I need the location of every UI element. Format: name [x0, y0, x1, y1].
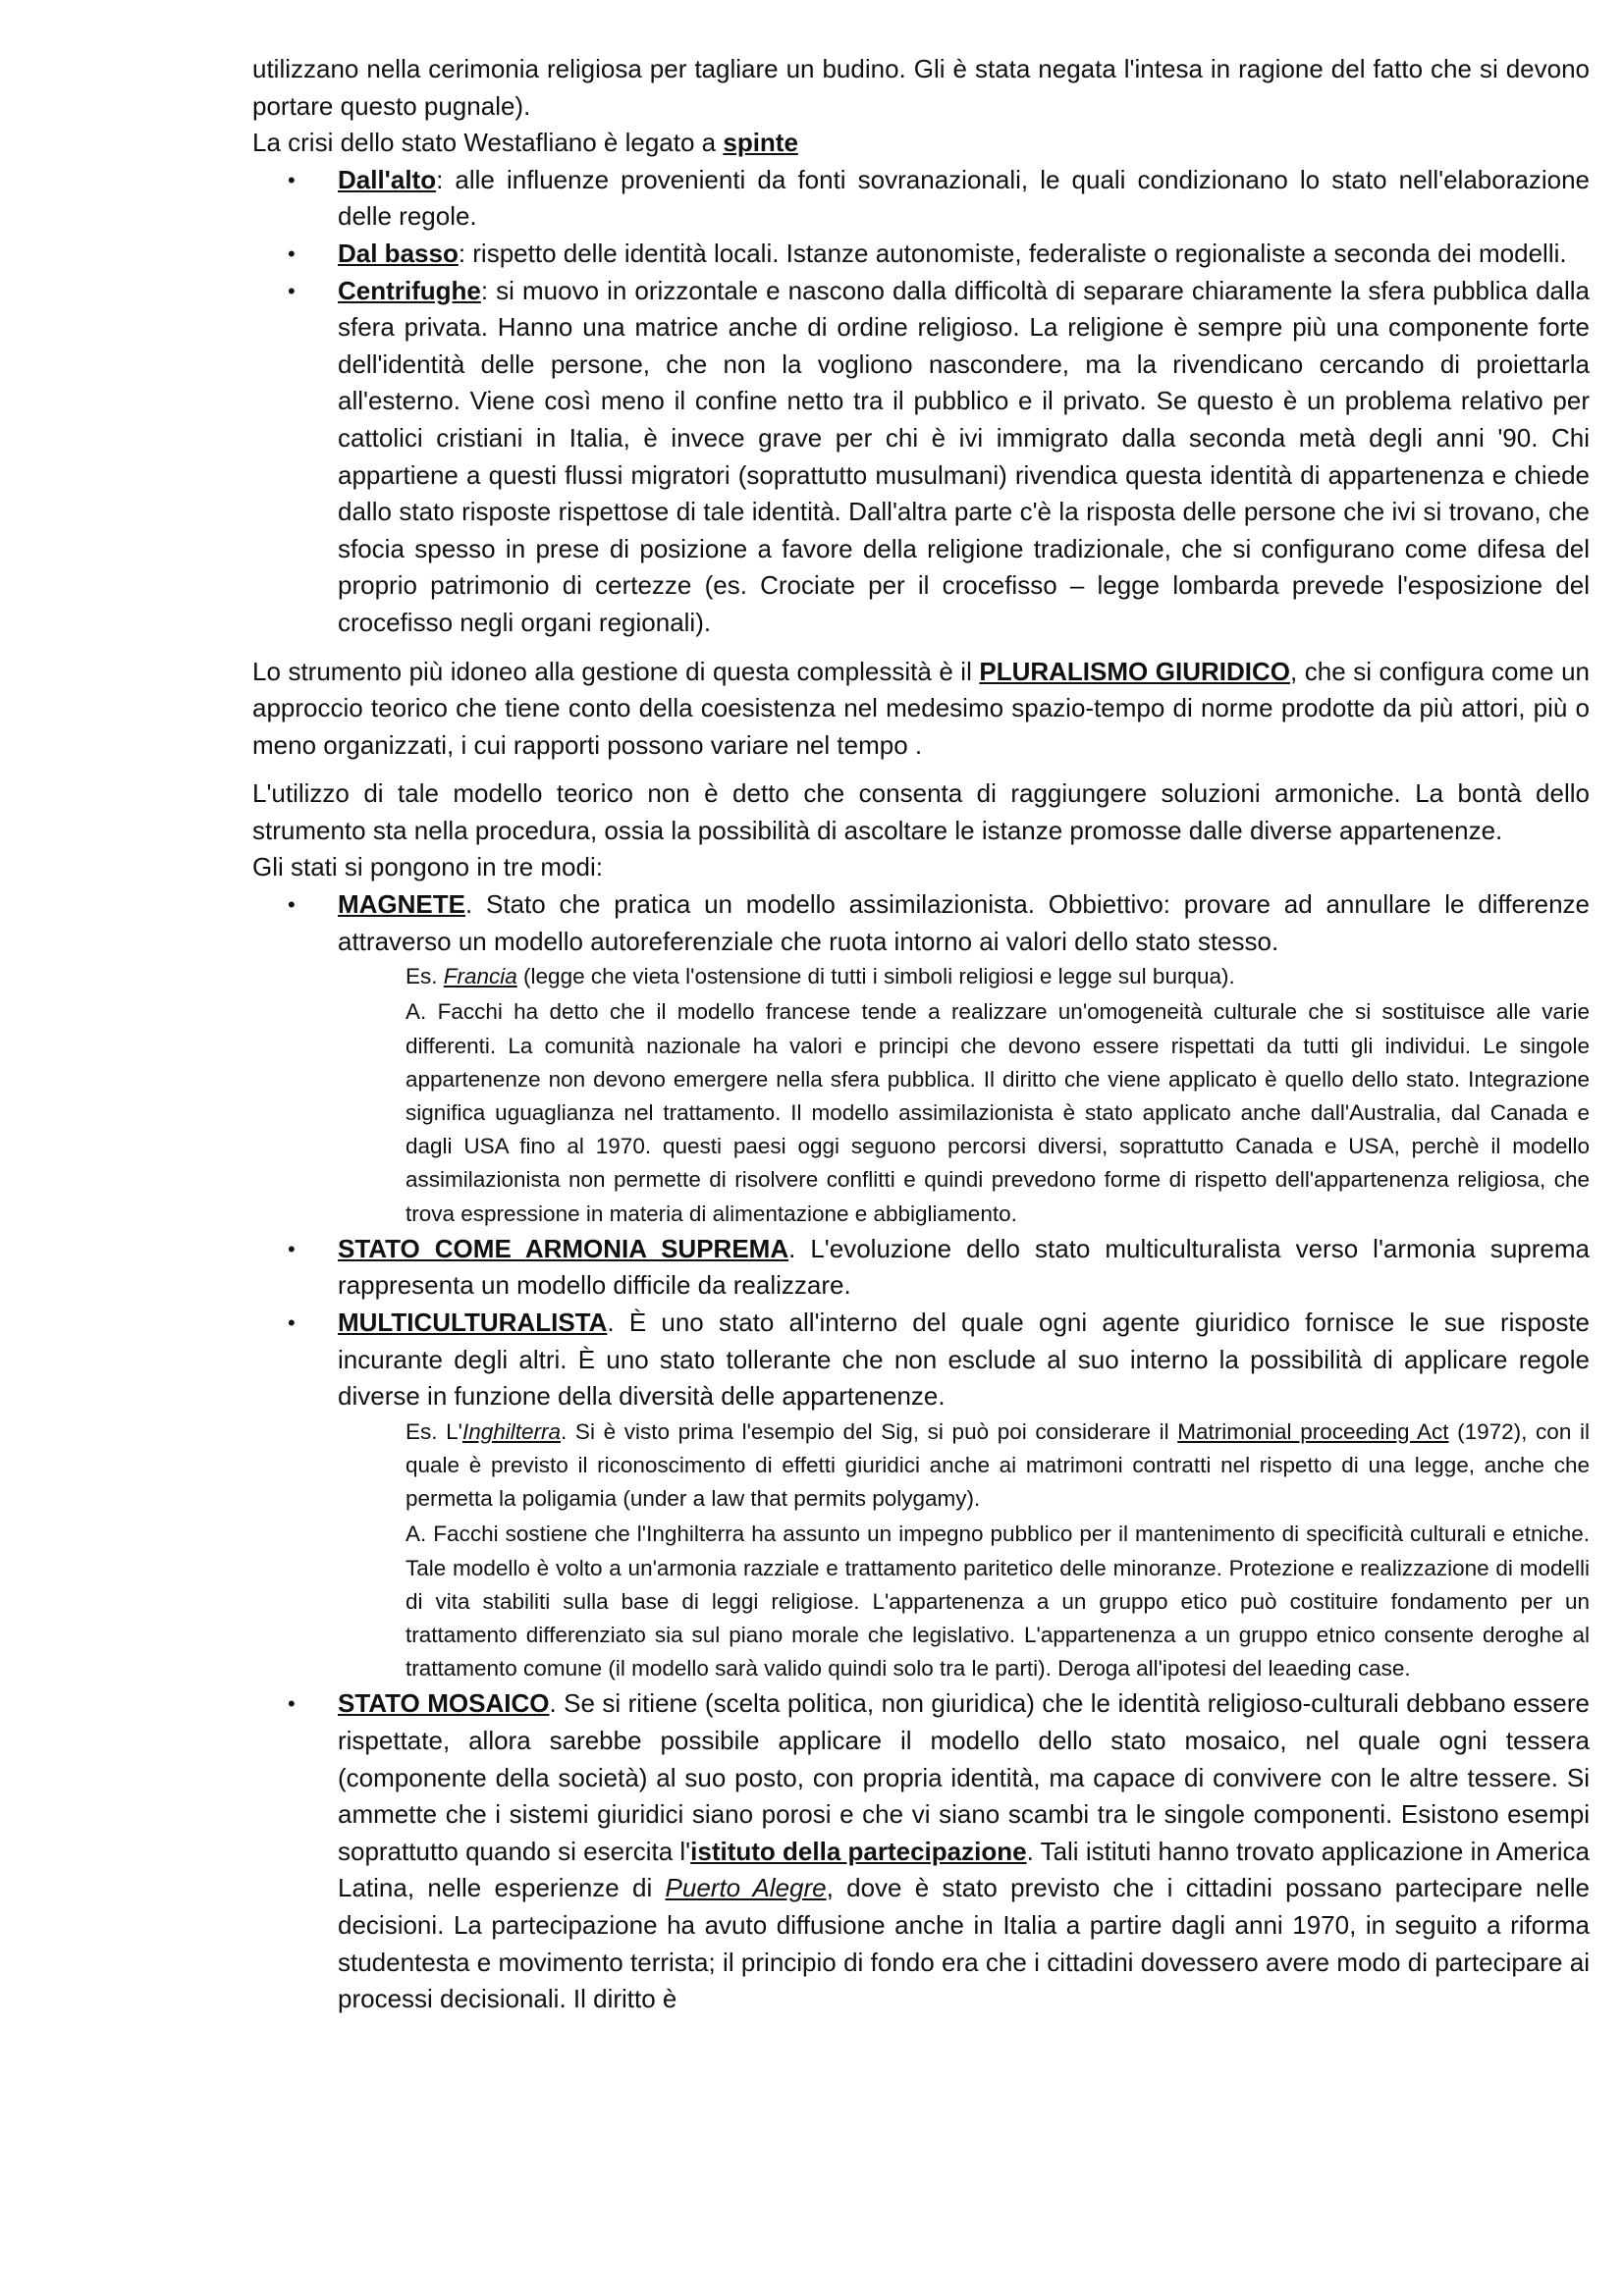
dal-basso-text: : rispetto delle identità locali. Istanze autonomiste, federaliste o regionaliste a seconda dei modelli. [458, 238, 1567, 268]
multi-text: . È uno stato all'interno del quale ogni agente giuridico fornisce le sue risposte incurante degli altri. È uno stato tollerante che non esclude al suo interno la possibilità di applicare regole diverse in funzione della diversità delle appartenenze. [338, 1308, 1590, 1412]
term-armonia-suprema: STATO COME ARMONIA SUPREMA [338, 1233, 789, 1263]
term-istituto-partecipazione: istituto della partecipazione [690, 1836, 1027, 1866]
pluralismo-suffix: , che si configura come un approccio teorico che tiene conto della coesistenza nel medesimo spazio-tempo di norme prodotte da più attori, più o meno organizzati, i cui rapporti possono variare nel tempo . [252, 656, 1590, 760]
dall-alto-text: : alle influenze provenienti da fonti sovranazionali, le quali condizionano lo stato nell'elaborazione delle regole. [338, 164, 1590, 232]
modi-list-3 [252, 1685, 1590, 2017]
modi-intro: Gli stati si pongono in tre modi: [252, 852, 603, 882]
mosaico-text-2: . Tali istituti hanno trovato applicazione in America Latina, nelle esperienze di [338, 1836, 1590, 1903]
modi-list [252, 886, 1590, 960]
term-inghilterra: Inghilterra [461, 1418, 562, 1444]
crisi-text: La crisi dello stato Westafliano è legato a [252, 128, 724, 158]
list-item-mosaico [252, 1685, 1590, 2017]
term-puerto-alegre: Puerto Alegre [665, 1873, 827, 1903]
magnete-facchi: A. Facchi ha detto che il modello francese tende a realizzare un'omogeneità culturale che si sostituisce alle varie differenti. La comunità nazionale ha valori e principi che devono essere rispettati da tutti gli individui. Le singole appartenenze non devono emergere nella sfera pubblica. Il diritto che viene applicato è quello dello stato. Integrazione significa uguaglianza nel trattamento. Il modello assimilazionista è stato applicato anche dall'Australia, dal Canada e dagli USA fino al 1970. questi paesi oggi seguono percorsi diversi, soprattutto Canada e USA, perchè il modello assimilazionista non permette di risolvere conflitti e quindi prevedono forme di rispetto dell'appartenenza religiosa, che trova espressione in materia di alimentazione e abbigliamento. [406, 999, 1590, 1226]
magnete-notes [252, 960, 1590, 1231]
list-item-magnete [252, 886, 1590, 960]
term-pluralismo-giuridico: PLURALISMO GIURIDICO [979, 656, 1291, 686]
document-page [252, 51, 1590, 2018]
term-francia: Francia [443, 964, 517, 989]
intro-paragraph: utilizzano nella cerimonia religiosa per tagliare un budino. Gli è stata negata l'intesa in ragione del fatto che si devono portare questo pugnale). [252, 54, 1590, 121]
term-multiculturalista: MULTICULTURALISTA [338, 1308, 608, 1338]
mosaico-text: . Se si ritiene (scelta politica, non giuridica) che le identità religioso-culturali debbano essere rispettate, allora sarebbe possibile applicare il modello dello stato mosaico, nel quale ogni tessera (componente della società) al suo posto, con propria identità, ma capace di convivere con le altre tessere. Si ammette che i sistemi giuridici siano porosi e che vi siano scambi tra le singole componenti. Esistono esempi soprattutto quando si esercita l' [338, 1688, 1590, 1866]
term-dall-alto: Dall'alto [338, 164, 437, 194]
list-item-centrifughe [252, 273, 1590, 642]
centrifughe-text: : si muovo in orizzontale e nascono dalla difficoltà di separare chiaramente la sfera pubblica dalla sfera privata. Hanno una matrice anche di ordine religioso. La religione è sempre più una componente forte dell'identità delle persone, che non la vogliono nascondere, ma la rivendicano cercando di proiettarla all'esterno. Viene così meno il confine netto tra il pubblico e il privato. Se questo è un problema relativo per cattolici cristiani in Italia, è invece grave per chi è ivi immigrato dalla seconda metà degli anni '90. Chi appartiene a questi flussi migratori (soprattutto musulmani) rivendica questa identità di appartenenza e chiede dallo stato risposte rispettose di tale identità. Dall'altra parte c'è la risposta delle persone che ivi si trovano, che sfocia spesso in prese di posizione a favore della religione tradizionale, che si configurano come difesa del proprio patrimonio di certezze (es. Crociate per il crocefisso – legge lombarda prevede l'esposizione del crocefisso negli organi regionali). [338, 275, 1590, 637]
list-item-multiculturalista [252, 1305, 1590, 1415]
multi-facchi: A. Facchi sostiene che l'Inghilterra ha assunto un impegno pubblico per il mantenimento di specificità culturali e etniche. Tale modello è volto a un'armonia razziale e trattamento paritetico delle minoranze. Protezione e realizzazione di modelli di vita stabiliti sulla base di leggi religiose. L'appartenenza a un gruppo etico può costituire fondamento per un trattamento differenziato sia sul piano morale che legislativo. L'appartenenza a un gruppo etnico consente deroghe al trattamento comune (il modello sarà valido quindi solo tra le parti). Deroga all'ipotesi del leaeding case. [406, 1522, 1590, 1682]
magnete-example [406, 960, 1590, 993]
multi-example [406, 1415, 1590, 1517]
modi-list-2 [252, 1231, 1590, 1415]
term-stato-mosaico: STATO MOSAICO [338, 1688, 550, 1719]
multi-notes [252, 1415, 1590, 1686]
list-item-dall-alto [252, 162, 1590, 236]
es-prefix: Es. L' [406, 1418, 462, 1444]
act-text: (1972), con il quale è previsto il riconoscimento di effetti giuridici anche ai matrimoni contratti nel rispetto di una legge, anche che permetta la poligamia (under a law that permits polygamy). [406, 1418, 1590, 1512]
term-spinte: spinte [723, 128, 798, 158]
magnete-text: . Stato che pratica un modello assimilazionista. Obbiettivo: provare ad annullare le differenze attraverso un modello autoreferenziale che ruota intorno ai valori dello stato stesso. [338, 889, 1590, 956]
term-centrifughe: Centrifughe [338, 275, 481, 305]
armonia-text: . L'evoluzione dello stato multiculturalista verso l'armonia suprema rappresenta un modello difficile da realizzare. [338, 1233, 1591, 1301]
term-matrimonial-act: Matrimonial proceeding Act [1177, 1418, 1449, 1444]
mosaico-text-3: , dove è stato previsto che i cittadini possano partecipare nelle decisioni. La partecipazione ha avuto diffusione anche in Italia a partire dagli anni 1970, in seguito a riforma studentesta e movimento terrista; il principio di fondo era che i cittadini dovessero avere modo di partecipare ai processi decisionali. Il diritto è [338, 1873, 1590, 2014]
es-prefix: Es. [406, 964, 444, 989]
spinte-list [252, 162, 1590, 642]
pluralismo-paragraph [252, 654, 1590, 765]
list-item-armonia [252, 1231, 1590, 1305]
term-magnete: MAGNETE [338, 889, 465, 920]
pluralismo-prefix: Lo strumento più idoneo alla gestione di questa complessità è il [252, 656, 980, 686]
list-item-dal-basso [252, 236, 1590, 273]
crisi-paragraph [252, 125, 1590, 162]
utilizzo-paragraph: L'utilizzo di tale modello teorico non è detto che consenta di raggiungere soluzioni armoniche. La bontà dello strumento sta nella procedura, ossia la possibilità di ascoltare le istanze promosse dalle diverse appartenenze. [252, 778, 1590, 845]
francia-text: (legge che vieta l'ostensione di tutti i simboli religiosi e legge sul burqua). [516, 964, 1235, 989]
term-dal-basso: Dal basso [338, 238, 459, 268]
inghilterra-text: . Si è visto prima l'esempio del Sig, si può poi considerare il [561, 1418, 1178, 1444]
